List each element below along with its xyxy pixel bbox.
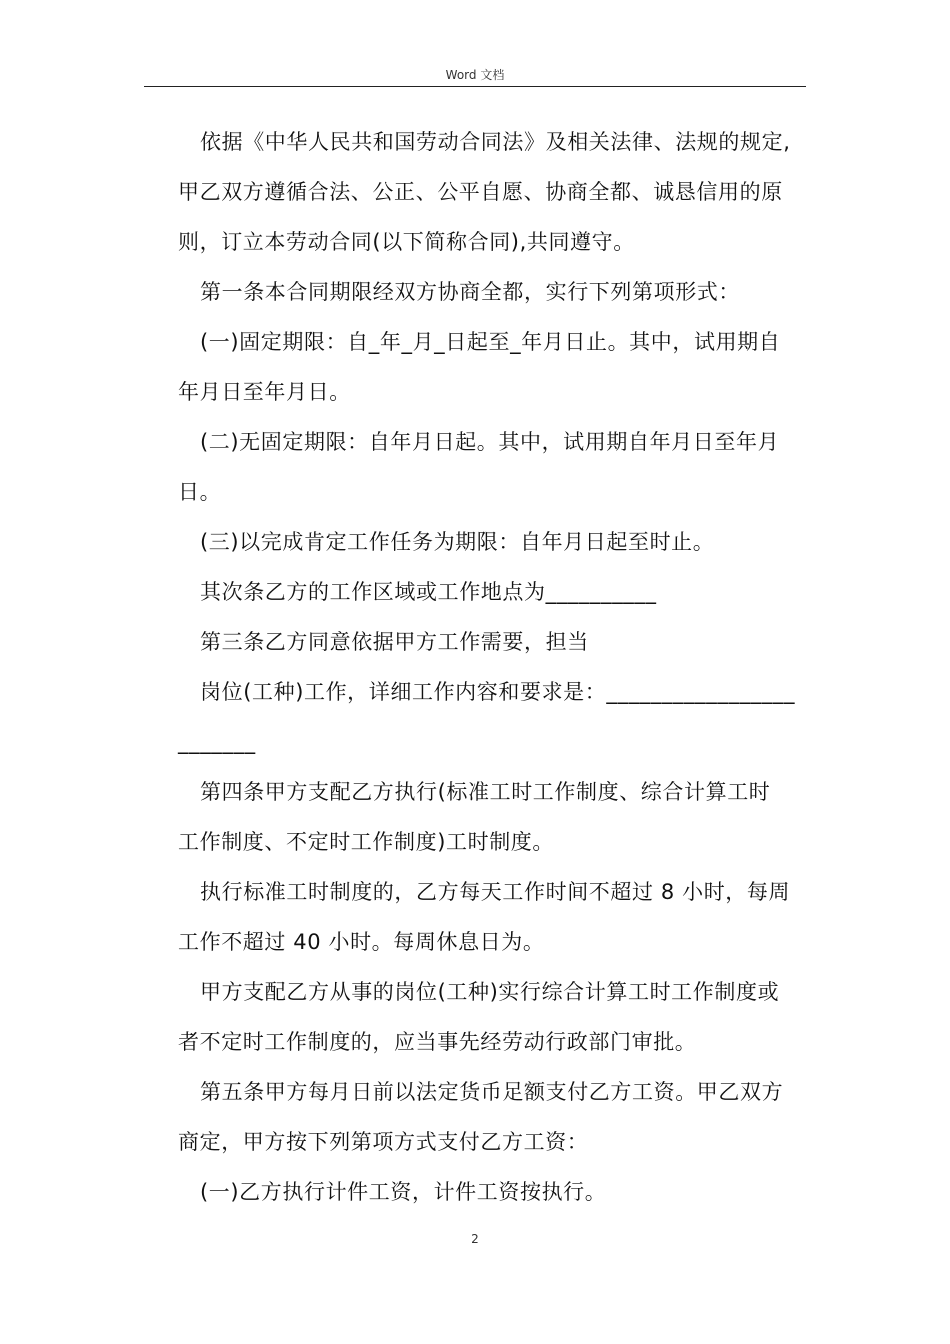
paragraph-line: (二)无固定期限：自年月日起。其中，试用期自年月日至年月 — [200, 430, 780, 454]
paragraph-line: 岗位(工种)工作，详细工作内容和要求是：_________________ — [200, 680, 796, 704]
paragraph-line: 工作不超过 40 小时。每周休息日为。 — [178, 930, 545, 954]
header-divider — [144, 86, 806, 87]
page-number: 2 — [471, 1232, 479, 1246]
paragraph-line: 第一条本合同期限经双方协商全都，实行下列第项形式： — [200, 280, 740, 304]
paragraph-line: 第四条甲方支配乙方执行(标准工时工作制度、综合计算工时 — [200, 780, 771, 804]
paragraph-line: 其次条乙方的工作区域或工作地点为__________ — [200, 580, 657, 604]
paragraph-line: _______ — [178, 730, 256, 754]
paragraph-line: 日。 — [178, 480, 222, 504]
paragraph-line: 依据《中华人民共和国劳动合同法》及相关法律、法规的规定, — [200, 130, 791, 154]
paragraph-line: (三)以完成肯定工作任务为期限：自年月日起至时止。 — [200, 530, 715, 554]
paragraph-line: (一)乙方执行计件工资，计件工资按执行。 — [200, 1180, 607, 1204]
document-header-label: Word 文档 — [445, 68, 505, 82]
paragraph-line: 甲乙双方遵循合法、公正、公平自愿、协商全都、诚恳信用的原 — [178, 180, 783, 204]
paragraph-line: 者不定时工作制度的，应当事先经劳动行政部门审批。 — [178, 1030, 697, 1054]
paragraph-line: 工作制度、不定时工作制度)工时制度。 — [178, 830, 554, 854]
paragraph-line: 商定，甲方按下列第项方式支付乙方工资： — [178, 1130, 589, 1154]
paragraph-line: 执行标准工时制度的，乙方每天工作时间不超过 8 小时，每周 — [200, 880, 791, 904]
paragraph-line: 则，订立本劳动合同(以下简称合同),共同遵守。 — [178, 230, 635, 254]
paragraph-line: (一)固定期限：自_年_月_日起至_年月日止。其中，试用期自 — [200, 330, 781, 354]
paragraph-line: 年月日至年月日。 — [178, 380, 351, 404]
paragraph-line: 第三条乙方同意依据甲方工作需要，担当 — [200, 630, 589, 654]
paragraph-line: 甲方支配乙方从事的岗位(工种)实行综合计算工时工作制度或 — [200, 980, 780, 1004]
paragraph-line: 第五条甲方每月日前以法定货币足额支付乙方工资。甲乙双方 — [200, 1080, 784, 1104]
